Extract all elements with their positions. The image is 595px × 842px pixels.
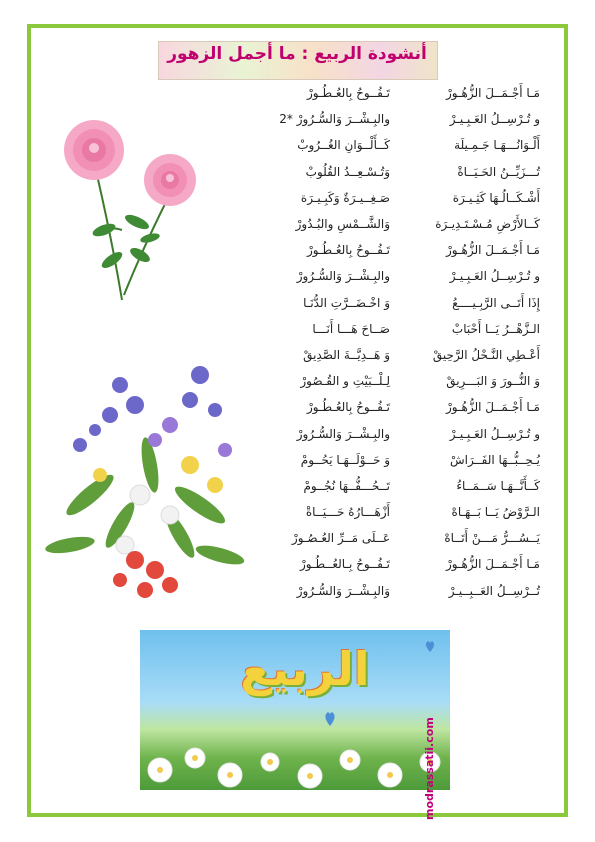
verse-left: وَالبِـشْــرَ وَالسُّـرُورْ	[296, 583, 390, 598]
verse-left: وَ هَــدِيَّــةَ الصَّدِيقْ	[303, 347, 390, 362]
verse-right: يَــسُـــرُّ مَـــنْ أَتَــاهْ	[444, 531, 540, 546]
poem-line	[240, 211, 540, 237]
verse-right: إِذَا أَتَــى الرَّبِـيــــعُ	[452, 295, 540, 310]
poem-line	[240, 132, 540, 158]
verse-right: كَــأَنَّــهَـا سَــمَــاءُ	[456, 478, 540, 493]
verse-left: عَــلَى مَــرِّ العُـصُـورْ	[291, 531, 390, 546]
poem-line	[240, 185, 540, 211]
verse-left: وَ اخْـضَــرَّتِ الدُّنَـا	[303, 295, 390, 310]
verse-left: والبِـشْــرَ وَالسُّـرُورْ *2	[279, 112, 390, 127]
poem-line	[240, 447, 540, 473]
verse-right: مَـا أَجْـمَــلَ الزُّهُـورْ	[445, 86, 540, 101]
verse-left: صَــاحَ هَـــا أَنَـــا	[312, 321, 390, 336]
poem-line	[240, 290, 540, 316]
verse-right: الـرَّوْضُ يَــا بَــهَـاهْ	[451, 505, 540, 520]
verse-right: يُـحِــبُّــهَا الفَــرَاشْ	[450, 452, 540, 467]
spring-word-art: الربيع	[240, 642, 370, 696]
verse-right: وَ النُّــورَ وَ البَـــرِيقْ	[446, 374, 540, 389]
verse-left: لِـلْــبَيْتِ و القُـصُورْ	[300, 374, 390, 389]
verse-left: وَ حَــوْلَــهَـا يَحُــومْ	[300, 452, 390, 467]
verse-right: و تُـرْسِــلُ العَـبِـيـرْ	[449, 269, 540, 284]
poem-line	[240, 473, 540, 499]
verse-left: والبِـشْــرَ وَالسُّـرُورْ	[296, 269, 390, 284]
poem-line	[240, 316, 540, 342]
verse-right: و تُـرْسِــلُ العَـبِـيـرْ	[449, 112, 540, 127]
verse-right: و تُـرْسِــلُ العَـبِـيـرْ	[449, 426, 540, 441]
poem-line	[240, 80, 540, 106]
verse-right: مَـا أَجْـمَــلَ الزُّهُـورْ	[445, 557, 540, 572]
verse-left: والبِـشْــرَ وَالسُّـرُورْ	[296, 426, 390, 441]
verse-right: مَـا أَجْـمَــلَ الزُّهُـورْ	[445, 243, 540, 258]
flower-bouquet-illustration	[40, 355, 250, 615]
poem-line	[240, 420, 540, 446]
verse-left: أَزْهَـــارُهُ حَـــيَــاةْ	[305, 505, 390, 520]
site-watermark: modrassatii.com	[423, 717, 436, 820]
verse-right: أَلْـوَانُـــهَـا جَـمِـيلَة	[454, 138, 540, 153]
poem-line	[240, 263, 540, 289]
poem-line	[240, 342, 540, 368]
poem-line	[240, 237, 540, 263]
verse-left: تَــحُـــفُّــهَا نُجُــومْ	[303, 478, 390, 493]
verse-right: كَــالأَرْضِ مُـسْـتَـدِيـرَة	[435, 217, 540, 232]
poem-line	[240, 159, 540, 185]
poem-line	[240, 106, 540, 132]
poem-line	[240, 499, 540, 525]
poem-line	[240, 551, 540, 577]
verse-left: تَـفُــوحُ بِـالعُــطُـورْ	[299, 557, 390, 572]
verse-right: أَشْـكَــالُـهَا كَثِـيـرَة	[452, 190, 540, 205]
verse-right: تُـــزَيِّــنُ الحَـيَــاةْ	[457, 164, 540, 179]
poem-line	[240, 525, 540, 551]
page-title: أنشودة الربيع : ما أجمل الزهور	[167, 44, 427, 64]
poem-line	[240, 578, 540, 604]
poem-text	[240, 80, 540, 604]
meadow-flowers-icon	[140, 630, 450, 790]
verse-right: أَعْـطِي النَّـحْلُ الرَّحِيقْ	[432, 347, 540, 362]
spring-meadow-image	[140, 630, 450, 790]
verse-right: الـزَّهْــرُ يَــا أَحْبَابْ	[451, 321, 540, 336]
verse-right: مَـا أَجْـمَــلَ الزُّهُـورْ	[445, 400, 540, 415]
verse-left: تَـفُــوحُ بِالعُـطُـورْ	[306, 86, 390, 101]
verse-left: وَالشَّــمْسِ والبُـدُورْ	[295, 217, 390, 232]
verse-left: تَـفُــوحُ بِالعُـطُـورْ	[306, 243, 390, 258]
verse-right: تُــرْسِــلُ العَــبِــيـرْ	[448, 583, 540, 598]
verse-left: تَـفُــوحُ بِالعُـطُـورْ	[306, 400, 390, 415]
verse-left: كَــأَلْــوَانِ الغُــرُوبْ	[297, 138, 390, 153]
poem-line	[240, 368, 540, 394]
poem-line	[240, 394, 540, 420]
verse-left: وَتُـسْـعِــدُ القُلُوبْ	[305, 164, 390, 179]
verse-left: صَـغِــيـرَةٌ وَكَبِـيـرَة	[300, 190, 390, 205]
pink-roses-illustration	[52, 120, 212, 310]
